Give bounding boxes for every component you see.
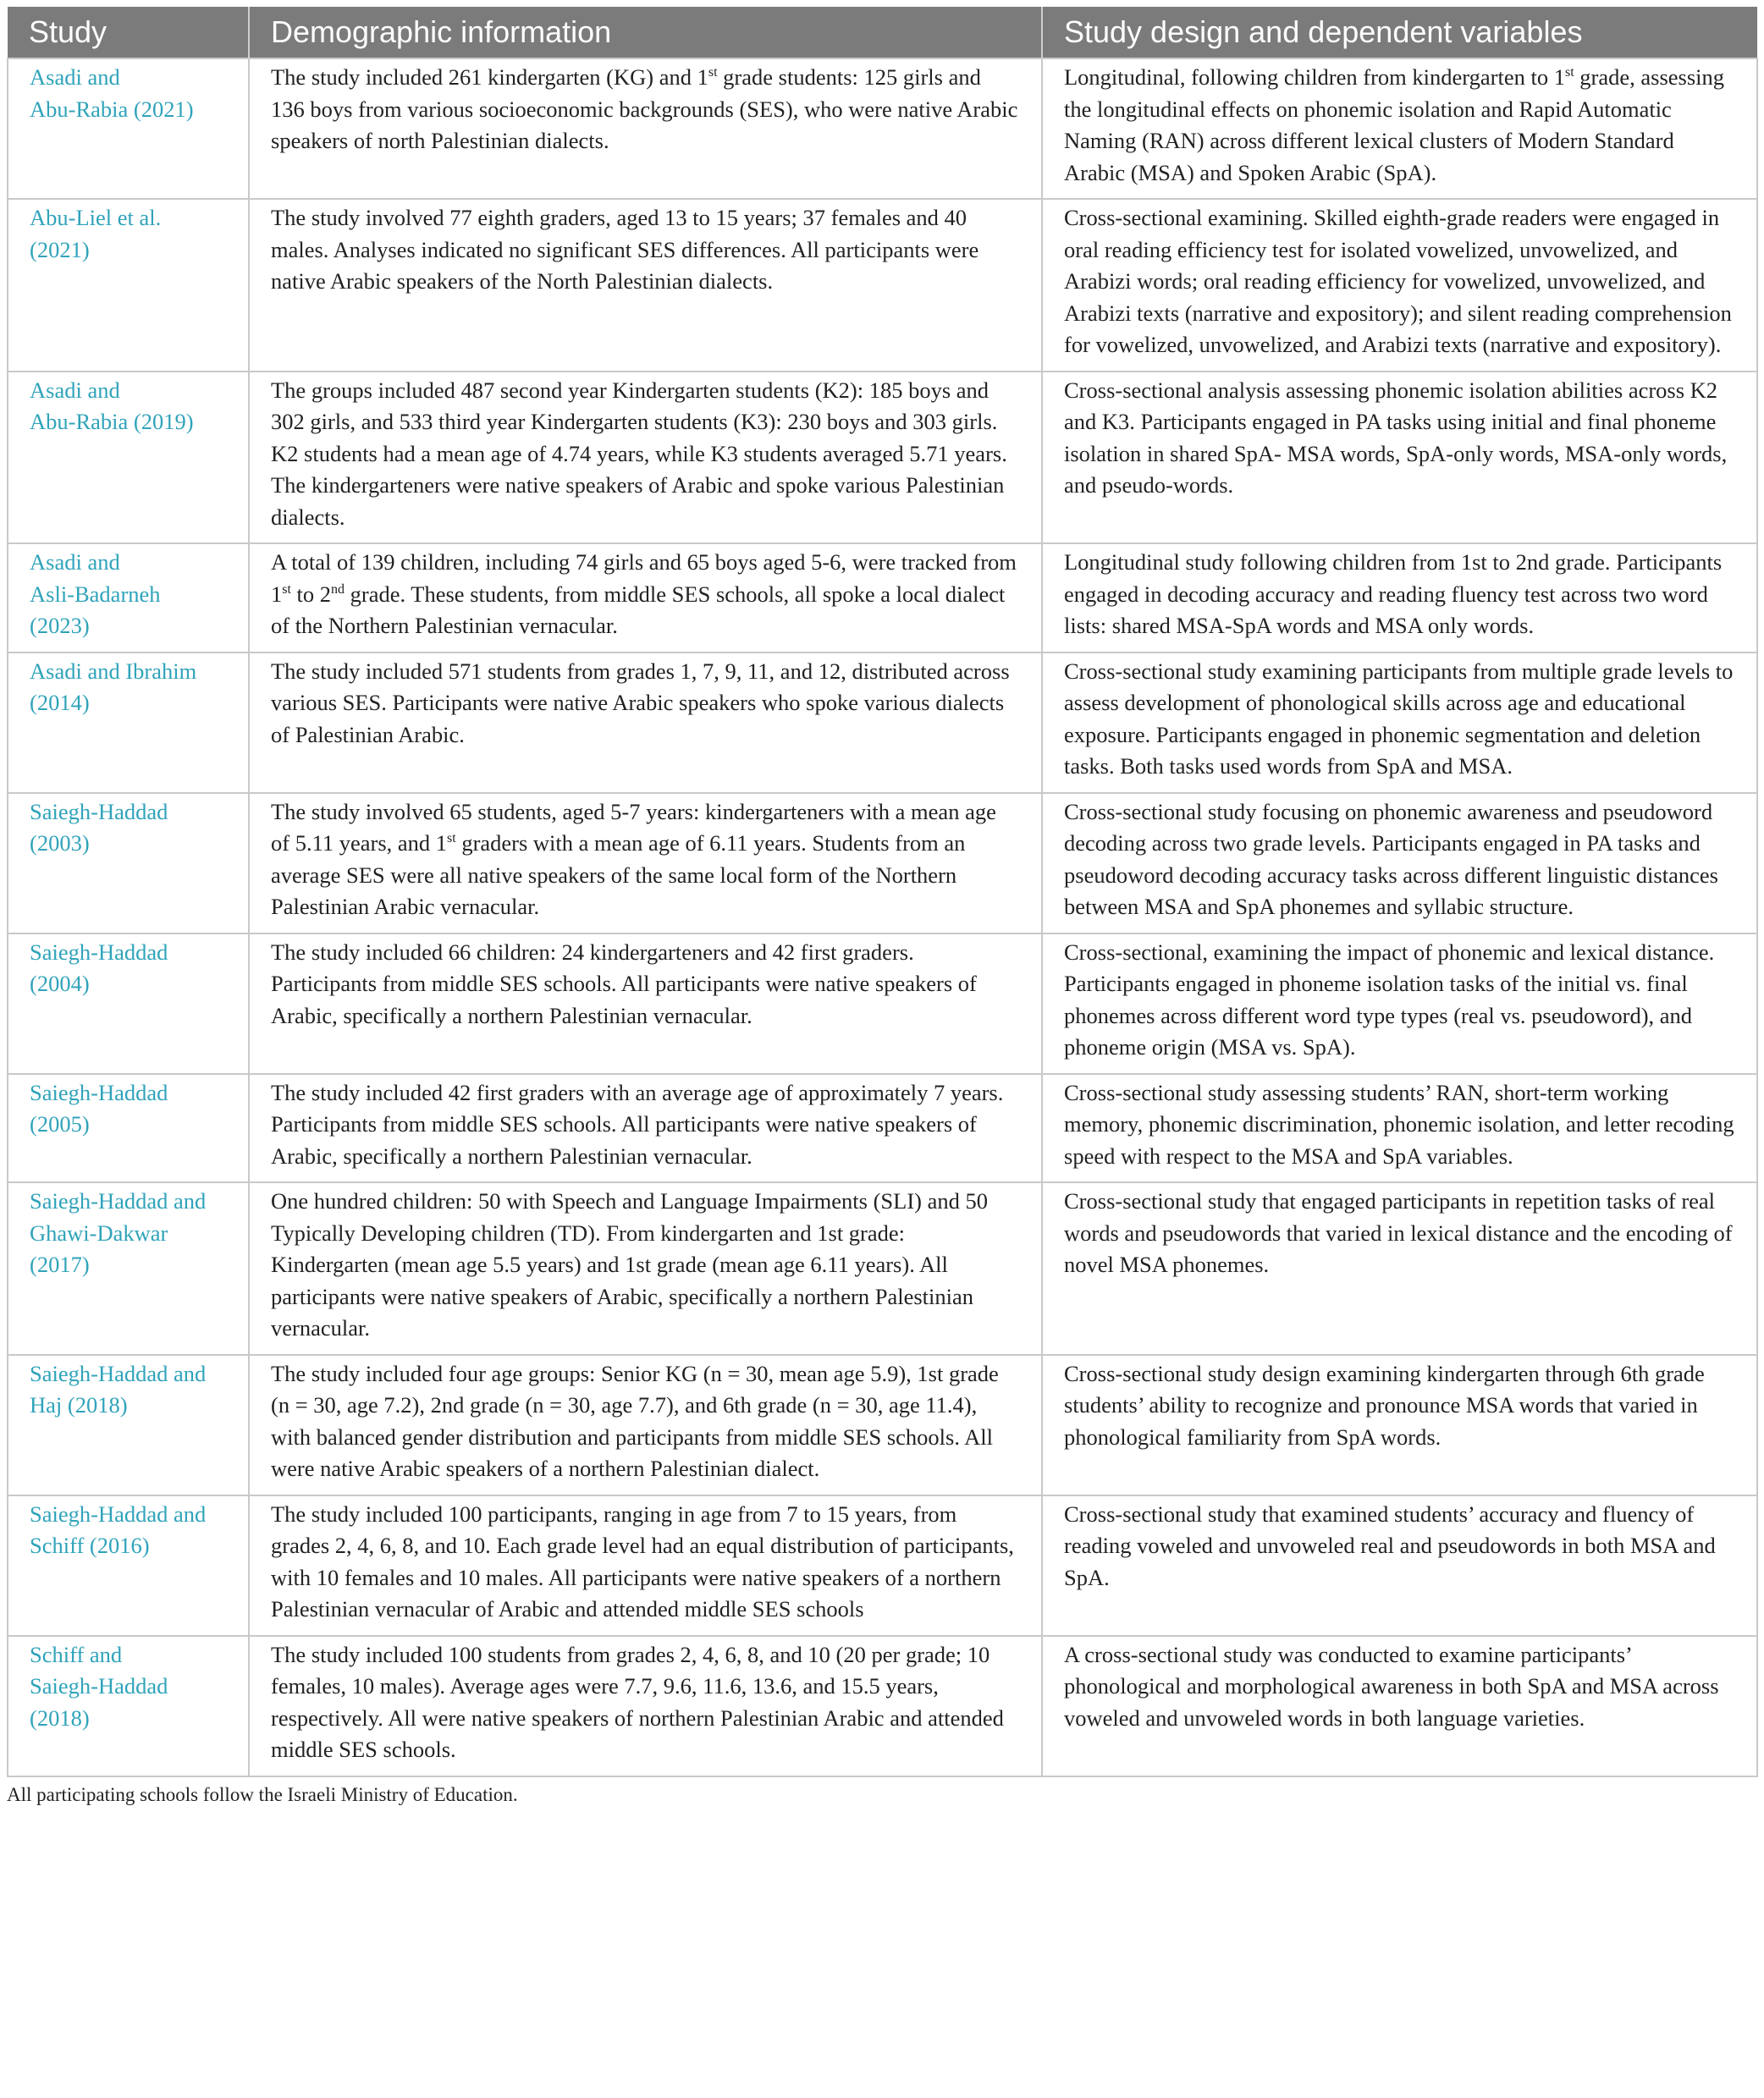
header-design: Study design and dependent variables	[1042, 7, 1757, 58]
design-cell	[1042, 1495, 1757, 1636]
study-citation-line: (2004)	[30, 971, 90, 996]
design-cell	[1042, 372, 1757, 544]
study-citation-line: (2021)	[30, 236, 90, 262]
demographic-cell	[249, 199, 1042, 372]
design-cell	[1042, 933, 1757, 1074]
study-citation-line: (2017)	[30, 1252, 90, 1277]
ordinal-suffix: nd	[331, 581, 345, 597]
demographic-cell	[249, 1355, 1042, 1495]
table-row	[8, 1355, 1757, 1495]
study-citation-line: Abu-Rabia (2019)	[30, 409, 194, 434]
cell-text: A cross-sectional study was conducted to examine participants’ phonological and morphological awareness in both SpA and MSA across voweled and unvoweled words in both language varieties.	[1064, 1641, 1719, 1731]
study-citation-line: Asadi and	[30, 377, 120, 403]
design-cell	[1042, 1636, 1757, 1776]
study-citation-link[interactable]	[8, 1636, 249, 1776]
demographic-cell	[249, 793, 1042, 933]
design-cell	[1042, 1182, 1757, 1355]
cell-text: The study included 66 children: 24 kindergarteners and 42 first graders. Participants from middle SES schools. All participants were native speakers of Arabic, specifically a northern Palestinian vernacular.	[271, 939, 977, 1028]
ordinal-suffix: st	[447, 831, 456, 846]
design-cell	[1042, 58, 1757, 199]
demographic-cell	[249, 543, 1042, 653]
cell-text: The study included 100 students from grades 2, 4, 6, 8, and 10 (20 per grade; 10 females, 10 males). Average ages were 7.7, 9.6, 11.6, 13.6, and 15.5 years, respectively. All were native speakers of northern Palestinian Arabic and attended middle SES schools.	[271, 1641, 1004, 1762]
table-row	[8, 793, 1757, 933]
study-citation-link[interactable]	[8, 1495, 249, 1636]
ordinal-suffix: st	[708, 65, 718, 80]
table-row	[8, 372, 1757, 544]
header-demographic: Demographic information	[249, 7, 1042, 58]
study-citation-line: Schiff (2016)	[30, 1533, 150, 1558]
study-citation-line: (2014)	[30, 690, 90, 715]
cell-text: The study included four age groups: Senior KG (n = 30, mean age 5.9), 1st grade (n = 30, age 7.2), 2nd grade (n = 30, age 7.7), and 6th grade (n = 30, age 11.4), with balanced gender distribution and participants from middle SES schools. All were native Arabic speakers of a northern Palestinian dialect.	[271, 1360, 999, 1481]
study-citation-line: (2005)	[30, 1111, 90, 1137]
study-citation-link[interactable]	[8, 793, 249, 933]
ordinal-suffix: st	[282, 581, 291, 597]
study-citation-line: Haj (2018)	[30, 1392, 128, 1418]
demographic-cell	[249, 58, 1042, 199]
study-citation-link[interactable]	[8, 1355, 249, 1495]
table-row	[8, 1636, 1757, 1776]
study-citation-line: Asadi and Ibrahim	[30, 658, 197, 684]
study-table-document	[7, 7, 1756, 1806]
study-citation-line: (2003)	[30, 830, 90, 856]
cell-text: Cross-sectional, examining the impact of phonemic and lexical distance. Participants engaged in phoneme isolation tasks of the initial vs. final phonemes across different word type types (real vs. pseudoword), and phoneme origin (MSA vs. SpA).	[1064, 939, 1715, 1060]
cell-text: One hundred children: 50 with Speech and Language Impairments (SLI) and 50 Typically Developing children (TD). From kindergarten and 1st grade: Kindergarten (mean age 5.5 years) and 1st grade (mean age 6.11 years). All participants were native speakers of Arabic, specifically a northern Palestinian vernacular.	[271, 1188, 989, 1341]
study-citation-line: Asli-Badarneh	[30, 581, 161, 607]
study-citation-link[interactable]	[8, 653, 249, 793]
study-citation-link[interactable]	[8, 1182, 249, 1355]
cell-text: Cross-sectional study that engaged participants in repetition tasks of real words and pseudowords that varied in lexical distance and the encoding of novel MSA phonemes.	[1064, 1188, 1733, 1277]
cell-text: The study included 42 first graders with an average age of approximately 7 years. Participants from middle SES schools. All participants were native speakers of Arabic, specifically a northern Palestinian vernacular.	[271, 1079, 1004, 1169]
cell-text: grade students: 125 girls and 136 boys from various socioeconomic backgrounds (SES), who were native Arabic speakers of north Palestinian dialects.	[271, 64, 1018, 153]
design-cell	[1042, 1074, 1757, 1183]
cell-text: The study involved 65 students, aged 5-7 years: kindergarteners with a mean age of 5.11 years, and 1	[271, 798, 996, 856]
design-cell	[1042, 1355, 1757, 1495]
cell-text: The study included 571 students from grades 1, 7, 9, 11, and 12, distributed across various SES. Participants were native Arabic speakers who spoke various dialects of Palestinian Arabic.	[271, 658, 1010, 747]
cell-text: Cross-sectional examining. Skilled eighth-grade readers were engaged in oral reading efficiency test for isolated vowelized, unvowelized, and Arabizi words; oral reading efficiency for vowelized, unvowelized, and Arabizi texts (narrative and expository); and silent reading comprehension for vowelized, unvowelized, and Arabizi texts (narrative and expository).	[1064, 205, 1732, 357]
study-citation-link[interactable]	[8, 372, 249, 544]
cell-text: grade. These students, from middle SES schools, all spoke a local dialect of the Northern Palestinian vernacular.	[271, 581, 1006, 638]
study-citation-link[interactable]	[8, 199, 249, 372]
demographic-cell	[249, 933, 1042, 1074]
study-citation-line: Saiegh-Haddad	[30, 1673, 168, 1699]
demographic-cell	[249, 372, 1042, 544]
table-footnote: All participating schools follow the Israeli Ministry of Education.	[7, 1783, 518, 1805]
cell-text: The groups included 487 second year Kindergarten students (K2): 185 boys and 302 girls, and 533 third year Kindergarten students (K3): 230 boys and 303 girls. K2 students had a mean age of 4.74 years, while K3 students averaged 5.71 years. The kindergarteners were native speakers of Arabic and spoke various Palestinian dialects.	[271, 377, 1007, 530]
design-cell	[1042, 543, 1757, 653]
study-citation-link[interactable]	[8, 933, 249, 1074]
cell-text: to 2	[290, 581, 332, 607]
study-citation-link[interactable]	[8, 1074, 249, 1183]
cell-text: Cross-sectional study examining participants from multiple grade levels to assess development of phonological skills across age and educational exposure. Participants engaged in phonemic segmentation and deletion tasks. Both tasks used words from SpA and MSA.	[1064, 658, 1734, 779]
study-citation-line: Saiegh-Haddad	[30, 798, 168, 824]
cell-text: The study included 261 kindergarten (KG) and 1	[271, 64, 708, 90]
table-row	[8, 933, 1757, 1074]
table-row	[8, 58, 1757, 199]
study-citation-line: Asadi and	[30, 64, 120, 90]
design-cell	[1042, 199, 1757, 372]
study-citation-line: Schiff and	[30, 1641, 123, 1667]
study-citation-line: Saiegh-Haddad and	[30, 1360, 207, 1386]
demographic-cell	[249, 653, 1042, 793]
table-row	[8, 1495, 1757, 1636]
cell-text: Cross-sectional study that examined students’ accuracy and fluency of reading voweled and unvoweled real and pseudowords in both MSA and SpA.	[1064, 1501, 1716, 1590]
design-cell	[1042, 793, 1757, 933]
study-citation-line: Abu-Rabia (2021)	[30, 96, 194, 122]
table-row	[8, 199, 1757, 372]
study-citation-line: Abu-Liel et al.	[30, 205, 162, 230]
study-citation-link[interactable]	[8, 543, 249, 653]
cell-text: Cross-sectional study design examining kindergarten through 6th grade students’ ability to recognize and pronounce MSA words that varied in phonological familiarity from SpA words.	[1064, 1360, 1705, 1450]
study-citation-line: Saiegh-Haddad and	[30, 1188, 207, 1214]
study-citation-line: Saiegh-Haddad	[30, 939, 168, 965]
study-citation-line: (2023)	[30, 613, 90, 638]
study-citation-line: (2018)	[30, 1704, 90, 1731]
cell-text: The study involved 77 eighth graders, aged 13 to 15 years; 37 females and 40 males. Analyses indicated no significant SES differences. All participants were native Arabic speakers of the North Palestinian dialects.	[271, 205, 979, 294]
demographic-cell	[249, 1636, 1042, 1776]
demographic-cell	[249, 1182, 1042, 1355]
study-citation-line: Asadi and	[30, 549, 120, 575]
cell-text: grade, assessing the longitudinal effects on phonemic isolation and Rapid Automatic Naming (RAN) across different lexical clusters of Modern Standard Arabic (MSA) and Spoken Arabic (SpA).	[1064, 64, 1725, 185]
study-citation-line: Ghawi-Dakwar	[30, 1220, 168, 1246]
table-row	[8, 1182, 1757, 1355]
studies-table	[7, 7, 1758, 1777]
cell-text: graders with a mean age of 6.11 years. Students from an average SES were all native speakers of the same local form of the Northern Palestinian Arabic vernacular.	[271, 830, 966, 919]
cell-text: Cross-sectional analysis assessing phonemic isolation abilities across K2 and K3. Participants engaged in PA tasks using initial and final phoneme isolation in shared SpA- MSA words, SpA-only words, MSA-only words, and pseudo-words.	[1064, 377, 1728, 498]
table-row	[8, 543, 1757, 653]
cell-text: Cross-sectional study assessing students’ RAN, short-term working memory, phonemic discrimination, phonemic isolation, and letter recoding speed with respect to the MSA and SpA variables.	[1064, 1079, 1734, 1169]
cell-text: Longitudinal study following children from 1st to 2nd grade. Participants engaged in decoding accuracy and reading fluency test across two word lists: shared MSA-SpA words and MSA only words.	[1064, 549, 1723, 638]
cell-text: The study included 100 participants, ranging in age from 7 to 15 years, from grades 2, 4, 6, 8, and 10. Each grade level had an equal distribution of participants, with 10 females and 10 males. All participants were native speakers of a northern Palestinian vernacular of Arabic and attended middle SES schools	[271, 1501, 1014, 1622]
header-study: Study	[8, 7, 249, 58]
study-citation-link[interactable]	[8, 58, 249, 199]
study-citation-line: Saiegh-Haddad	[30, 1079, 168, 1105]
table-row	[8, 653, 1757, 793]
design-cell	[1042, 653, 1757, 793]
demographic-cell	[249, 1074, 1042, 1183]
ordinal-suffix: st	[1564, 65, 1574, 80]
table-row	[8, 1074, 1757, 1183]
cell-text: Cross-sectional study focusing on phonemic awareness and pseudoword decoding across two grade levels. Participants engaged in PA tasks and pseudoword decoding accuracy tasks across different linguistic distances between MSA and SpA phonemes and syllabic structure.	[1064, 798, 1718, 919]
header-row	[8, 7, 1757, 58]
cell-text: Longitudinal, following children from kindergarten to 1	[1064, 64, 1565, 90]
demographic-cell	[249, 1495, 1042, 1636]
cell-text: A total of 139 children, including 74 girls and 65 boys aged 5-6, were tracked from 1	[271, 549, 1017, 607]
study-citation-line: Saiegh-Haddad and	[30, 1501, 207, 1527]
